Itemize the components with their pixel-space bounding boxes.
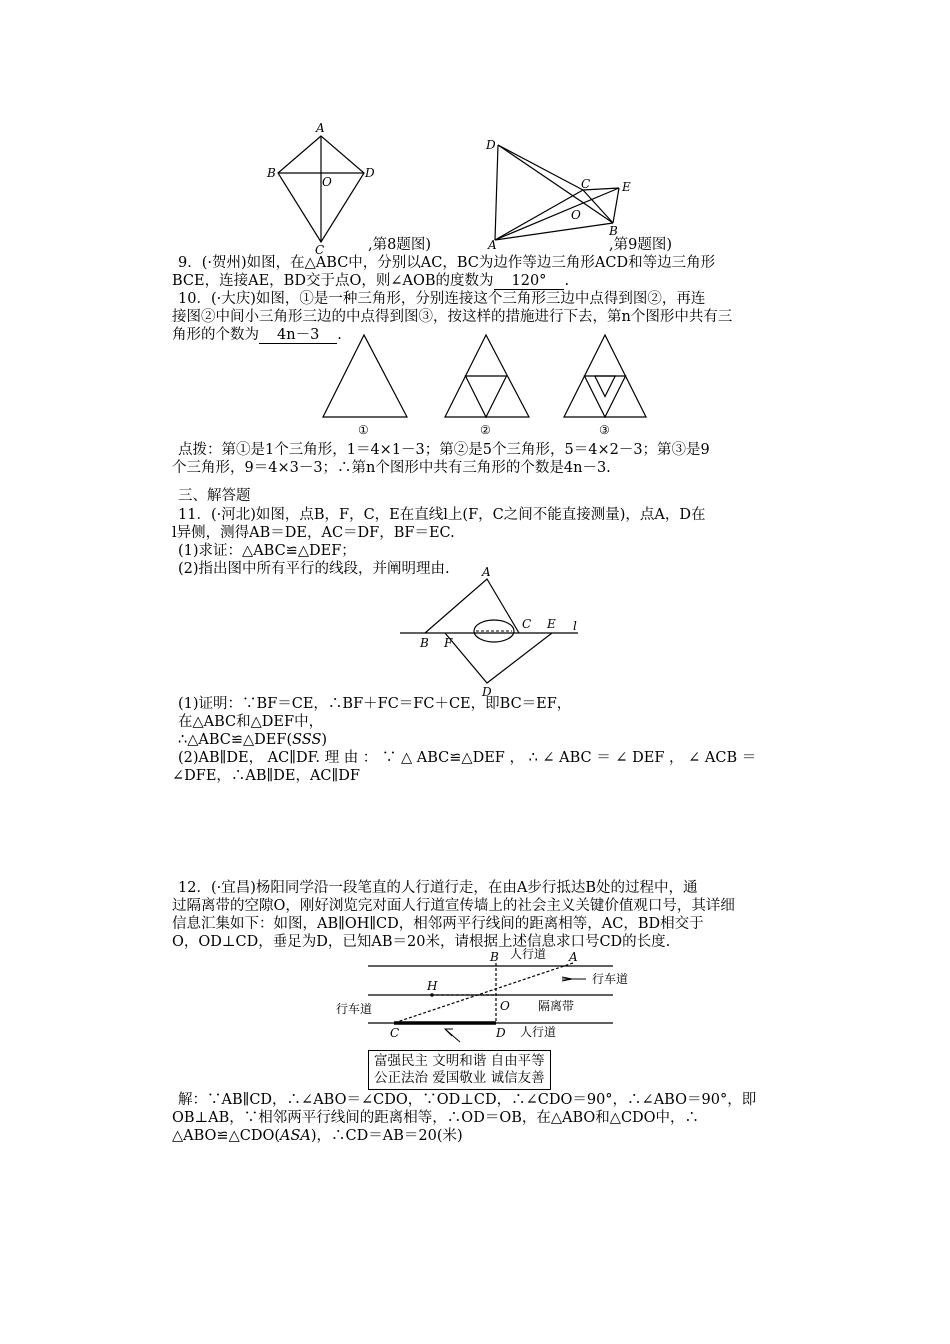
- q12-solution-2: OB⊥AB，∵相邻两平行线间的距离相等，∴OD＝OB，在△ABO和△CDO中，∴: [172, 1110, 700, 1126]
- q11-label-E: E: [547, 617, 556, 631]
- q9-text-2: BCE，连接AE，BD交于点O，则∠AOB的度数为: [172, 273, 494, 289]
- fig9-label-C: C: [581, 177, 591, 191]
- q10-answer: 4n－3: [259, 327, 337, 344]
- q10-end: .: [337, 327, 342, 343]
- q12-label-A: A: [569, 950, 578, 964]
- q10-line-2: 接图②中间小三角形三边的中点得到图③，按这样的措施进行下去，第n个图形中共有三: [172, 309, 733, 325]
- q10-line-1: [178, 289, 818, 309]
- fig9-label-O: O: [571, 208, 581, 222]
- q12-sol3-a: △ABO≌△CDO(: [172, 1128, 280, 1144]
- q11-solution-1: (1)证明：∵BF＝CE，∴BF＋FC＝FC＋CE，即BC＝EF，: [178, 696, 572, 712]
- q11-number: 11．(: [178, 507, 217, 523]
- q11-label-C: C: [522, 617, 532, 631]
- q11-solution-3: [178, 730, 818, 750]
- section-heading: 三、解答题: [178, 488, 251, 504]
- q11-sub-1: (1)求证：△ABC≌△DEF；: [178, 543, 356, 559]
- q11-label-F: F: [444, 636, 453, 650]
- q10-text-1: ·大庆)如图，①是一种三角形，分别连接这个三角形三边中点得到图②，再连: [216, 291, 706, 307]
- q11-sub-2: (2)指出图中所有平行的线段，并阐明理由.: [178, 561, 450, 577]
- fig9-label-D: D: [486, 138, 496, 152]
- fig-label-2: ②: [480, 423, 491, 437]
- q12-label-sidewalk-bottom: 人行道: [520, 1025, 557, 1039]
- fig-label-3: ③: [599, 423, 610, 437]
- q9-line-1: [178, 253, 818, 273]
- q12-label-O: O: [500, 999, 510, 1013]
- q12-text-1: ·宜昌)杨阳同学沿一段笔直的人行道行走，在由A步行抵达B处的过程中，通: [216, 880, 698, 896]
- q12-figure: [336, 943, 636, 1053]
- q11-sol3-sss: SSS: [292, 732, 322, 748]
- q11-solution-4: (2)AB∥DE， AC∥DF. 理 由 ： ∵ △ ABC≌△DEF ， ∴ ∠ ABC ＝ ∠ DEF ， ∠ ACB ＝: [178, 750, 757, 766]
- q12-label-median: 隔离带: [538, 999, 575, 1013]
- q12-sol3-asa: ASA: [280, 1128, 311, 1144]
- fig9-label-B: B: [609, 224, 618, 238]
- figure-9-triangles: [483, 135, 643, 250]
- q12-label-D: D: [496, 1026, 506, 1040]
- slogan-line-2: 公正法治 爱国敬业 诚信友善: [374, 1070, 545, 1086]
- fig8-label-A: A: [316, 121, 325, 135]
- q12-label-C: C: [390, 1026, 400, 1040]
- q10-hint-1: 点拨：第①是1个三角形，1＝4×1－3；第②是5个三角形，5＝4×2－3；第③是9: [178, 442, 710, 458]
- q12-number: 12．(: [178, 880, 217, 896]
- fig9-caption: ,第9题图): [609, 237, 672, 253]
- q11-sol3-b: ): [321, 732, 328, 748]
- q11-text-1: ·河北)如图，点B，F，C，E在直线l上(F，C之间不能直接测量)，点A，D在: [216, 507, 706, 523]
- q11-label-A: A: [482, 565, 491, 579]
- fig8-label-B: B: [267, 166, 276, 180]
- q11-solution-5: ∠DFE，∴AB∥DE，AC∥DF: [172, 768, 360, 784]
- fig9-label-E: E: [622, 180, 631, 194]
- q11-line-1: [178, 505, 818, 525]
- fig8-label-O: O: [322, 175, 332, 189]
- fig8-label-C: C: [315, 243, 325, 257]
- q10-figures: [318, 333, 638, 443]
- fig8-caption: ,第8题图): [368, 237, 431, 253]
- q12-line-1: [178, 878, 818, 898]
- q9-line-2: [172, 271, 812, 291]
- q12-solution-3: [172, 1126, 812, 1146]
- q12-line-3: 信息汇集如下：如图，AB∥OH∥CD，相邻两平行线间的距离相等，AC，BD相交于: [172, 916, 704, 932]
- q12-label-road-right: 行车道: [592, 972, 629, 986]
- q12-solution-1: 解：∵AB∥CD，∴∠ABO＝∠CDO，∵OD⊥CD，∴∠CDO＝90°，∴∠ABO＝90°，即: [178, 1092, 757, 1108]
- slogan-line-1: 富强民主 文明和谐 自由平等: [374, 1053, 545, 1069]
- q9-text-1: ·贺州)如图，在△ABC中，分别以AC，BC为边作等边三角形ACD和等边三角形: [207, 255, 716, 271]
- q11-figure: [400, 565, 590, 700]
- q11-label-l: l: [573, 619, 577, 633]
- q9-answer: 120°: [494, 273, 565, 290]
- fig-label-1: ①: [358, 423, 369, 437]
- figure-8-kite: [262, 118, 375, 257]
- q12-line-4: O，OD⊥CD，垂足为D，已知AB＝20米，请根据上述信息求口号CD的长度.: [172, 934, 671, 950]
- q11-label-B: B: [420, 636, 429, 650]
- q12-sol3-b: )，∴CD＝AB＝20(米): [310, 1128, 463, 1144]
- q9-number: 9．(: [178, 255, 208, 271]
- q12-line-2: 过隔离带的空隙O，刚好浏览完对面人行道宣传墙上的社会主义关键价值观口号，其详细: [172, 898, 735, 914]
- q10-text-3: 角形的个数为: [172, 327, 259, 343]
- q12-label-H: H: [427, 979, 438, 993]
- q11-label-D: D: [482, 685, 492, 699]
- q10-hint-2: 个三角形，9＝4×3－3；∴第n个图形中共有三角形的个数是4n－3.: [172, 460, 611, 476]
- q12-label-B: B: [490, 950, 499, 964]
- q11-solution-2: 在△ABC和△DEF中，: [178, 714, 324, 730]
- q9-end: .: [564, 273, 570, 289]
- q11-sol3-a: ∴△ABC≌△DEF(: [178, 732, 293, 748]
- slogan-board: [368, 1050, 551, 1090]
- q11-line-2: l异侧，测得AB＝DE，AC＝DF，BF＝EC.: [172, 525, 455, 541]
- q10-number: 10．(: [178, 291, 217, 307]
- q12-label-sidewalk-top: 人行道: [510, 947, 547, 961]
- fig8-label-D: D: [365, 166, 375, 180]
- fig9-label-A: A: [488, 238, 497, 252]
- q12-label-road-left: 行车道: [336, 1002, 373, 1016]
